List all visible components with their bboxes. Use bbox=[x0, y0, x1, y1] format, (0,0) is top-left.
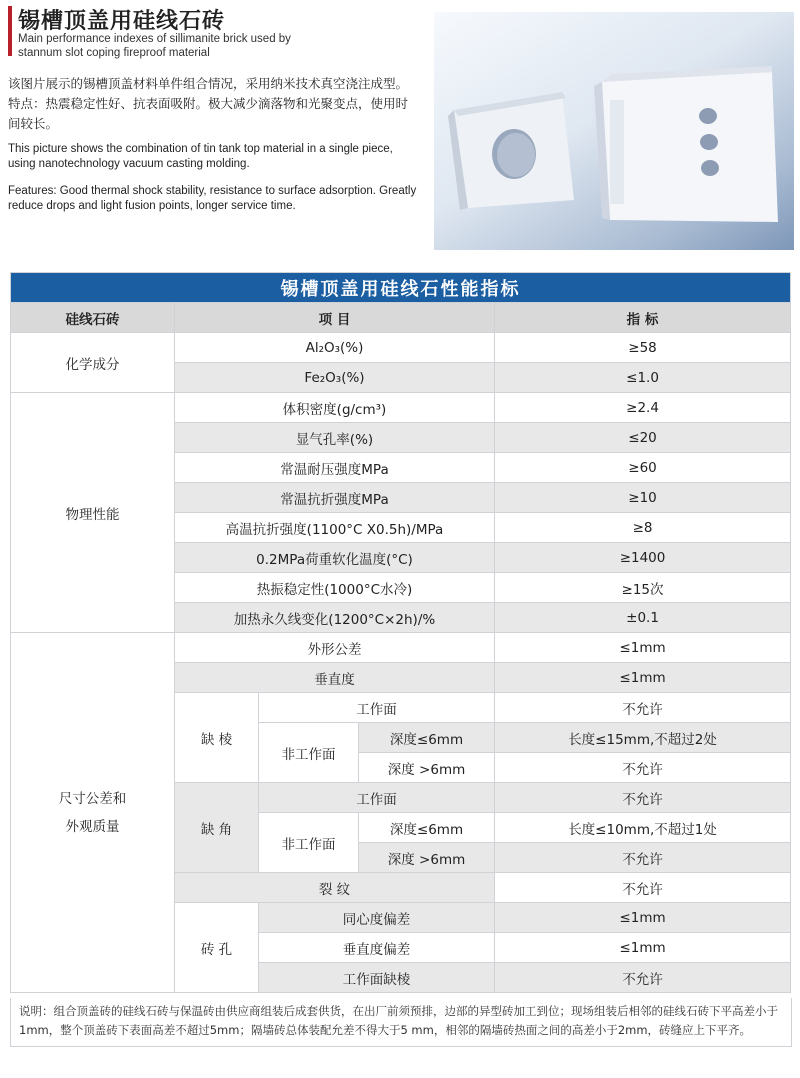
value-cell: ≥1400 bbox=[495, 543, 791, 573]
subgroup-corner-nonwork: 非工作面 bbox=[259, 813, 359, 873]
value-cell: ≥60 bbox=[495, 453, 791, 483]
value-cell: ≥8 bbox=[495, 513, 791, 543]
value-cell: 不允许 bbox=[495, 753, 791, 783]
group-dimensions bbox=[11, 633, 175, 993]
intro-en-1: This picture shows the combination of tin tank top material in a single piece, using nanotechnology vacuum casting molding. bbox=[8, 143, 393, 170]
value-cell: ±0.1 bbox=[495, 603, 791, 633]
item-cell: 热振稳定性(1000°C水冷) bbox=[175, 573, 495, 603]
item-cell: 体积密度(g/cm³) bbox=[175, 393, 495, 423]
brick-illustration bbox=[434, 12, 794, 250]
item-cell: 深度≤6mm bbox=[359, 813, 495, 843]
group-physical: 物理性能 bbox=[11, 393, 175, 633]
right-brick-hole-3 bbox=[701, 160, 719, 176]
item-cell: 常温耐压强度MPa bbox=[175, 453, 495, 483]
item-cell: 加热永久线变化(1200°C×2h)/% bbox=[175, 603, 495, 633]
value-cell: ≥2.4 bbox=[495, 393, 791, 423]
value-cell: ≤1mm bbox=[495, 633, 791, 663]
item-cell: 垂直度偏差 bbox=[259, 933, 495, 963]
item-cell: 裂 纹 bbox=[175, 873, 495, 903]
right-brick-hole-1 bbox=[699, 108, 717, 124]
table-header-row bbox=[11, 303, 791, 333]
value-cell: 长度≤15mm,不超过2处 bbox=[495, 723, 791, 753]
right-brick-hole-2 bbox=[700, 134, 718, 150]
item-cell: Fe₂O₃(%) bbox=[175, 363, 495, 393]
value-cell: ≤1mm bbox=[495, 933, 791, 963]
item-cell: 同心度偏差 bbox=[259, 903, 495, 933]
value-cell: 不允许 bbox=[495, 843, 791, 873]
table-row bbox=[11, 333, 791, 363]
product-photo bbox=[434, 12, 794, 250]
spec-table bbox=[10, 272, 791, 993]
table-title: 锡槽顶盖用硅线石性能指标 bbox=[11, 273, 791, 303]
group-chemical: 化学成分 bbox=[11, 333, 175, 393]
table-row bbox=[11, 633, 791, 663]
group-dimensions-line-1: 尺寸公差和 bbox=[58, 790, 127, 807]
intro-en-2: Features: Good thermal shock stability, resistance to surface adsorption. Greatly reduce drops and light fusion points, longer service time. bbox=[8, 185, 417, 212]
value-cell: 长度≤10mm,不超过1处 bbox=[495, 813, 791, 843]
intro-cn-2: 特点：热震稳定性好、抗表面吸附。极大减少滴落物和光聚变点，使用时间较长。 bbox=[8, 96, 409, 131]
value-cell: 不允许 bbox=[495, 693, 791, 723]
header-value: 指 标 bbox=[495, 303, 791, 333]
item-cell: 深度 >6mm bbox=[359, 753, 495, 783]
subtitle-line-1: Main performance indexes of sillimanite brick used by bbox=[18, 33, 291, 45]
subtitle-line-2: stannum slot coping fireproof material bbox=[18, 47, 210, 59]
table-title-row bbox=[11, 273, 791, 303]
item-cell: 工作面 bbox=[259, 693, 495, 723]
value-cell: ≥10 bbox=[495, 483, 791, 513]
header-item: 项 目 bbox=[175, 303, 495, 333]
value-cell: ≥15次 bbox=[495, 573, 791, 603]
item-cell: 工作面 bbox=[259, 783, 495, 813]
item-cell: 深度≤6mm bbox=[359, 723, 495, 753]
subgroup-edge: 缺 棱 bbox=[175, 693, 259, 783]
item-cell: 工作面缺棱 bbox=[259, 963, 495, 993]
footnote: 说明：组合顶盖砖的硅线石砖与保温砖由供应商组装后成套供货，在出厂前须预排，边部的异型砖加工到位；现场组装后相邻的硅线石砖下平高差小于1mm，整个顶盖砖下表面高差不超过5mm；隔墙砖总体装配允差不得大于5 mm，相邻的隔墙砖热面之间的高差小于2mm，砖缝应上下平齐。 bbox=[10, 998, 792, 1047]
item-cell: 高温抗折强度(1100°C X0.5h)/MPa bbox=[175, 513, 495, 543]
value-cell: 不允许 bbox=[495, 783, 791, 813]
title-accent-bar bbox=[8, 6, 12, 56]
item-cell: 垂直度 bbox=[175, 663, 495, 693]
item-cell: 显气孔率(%) bbox=[175, 423, 495, 453]
subgroup-corner: 缺 角 bbox=[175, 783, 259, 873]
subgroup-hole: 砖 孔 bbox=[175, 903, 259, 993]
page-subtitle-en bbox=[18, 32, 348, 60]
group-dimensions-line-2: 外观质量 bbox=[65, 818, 120, 835]
page-title: 锡槽顶盖用硅线石砖 bbox=[18, 9, 226, 34]
item-cell: 外形公差 bbox=[175, 633, 495, 663]
table-row bbox=[11, 393, 791, 423]
item-cell: 深度 >6mm bbox=[359, 843, 495, 873]
value-cell: ≤1.0 bbox=[495, 363, 791, 393]
header-category: 硅线石砖 bbox=[11, 303, 175, 333]
intro-cn-1: 该图片展示的锡槽顶盖材料单件组合情况，采用纳米技术真空浇注成型。 bbox=[8, 76, 409, 91]
value-cell: ≤20 bbox=[495, 423, 791, 453]
value-cell: ≤1mm bbox=[495, 903, 791, 933]
item-cell: 常温抗折强度MPa bbox=[175, 483, 495, 513]
right-brick-face bbox=[602, 72, 778, 222]
intro-text bbox=[8, 74, 418, 214]
value-cell: 不允许 bbox=[495, 963, 791, 993]
value-cell: 不允许 bbox=[495, 873, 791, 903]
item-cell: 0.2MPa荷重软化温度(°C) bbox=[175, 543, 495, 573]
item-cell: Al₂O₃(%) bbox=[175, 333, 495, 363]
value-cell: ≤1mm bbox=[495, 663, 791, 693]
subgroup-edge-nonwork: 非工作面 bbox=[259, 723, 359, 783]
header bbox=[0, 0, 430, 70]
value-cell: ≥58 bbox=[495, 333, 791, 363]
